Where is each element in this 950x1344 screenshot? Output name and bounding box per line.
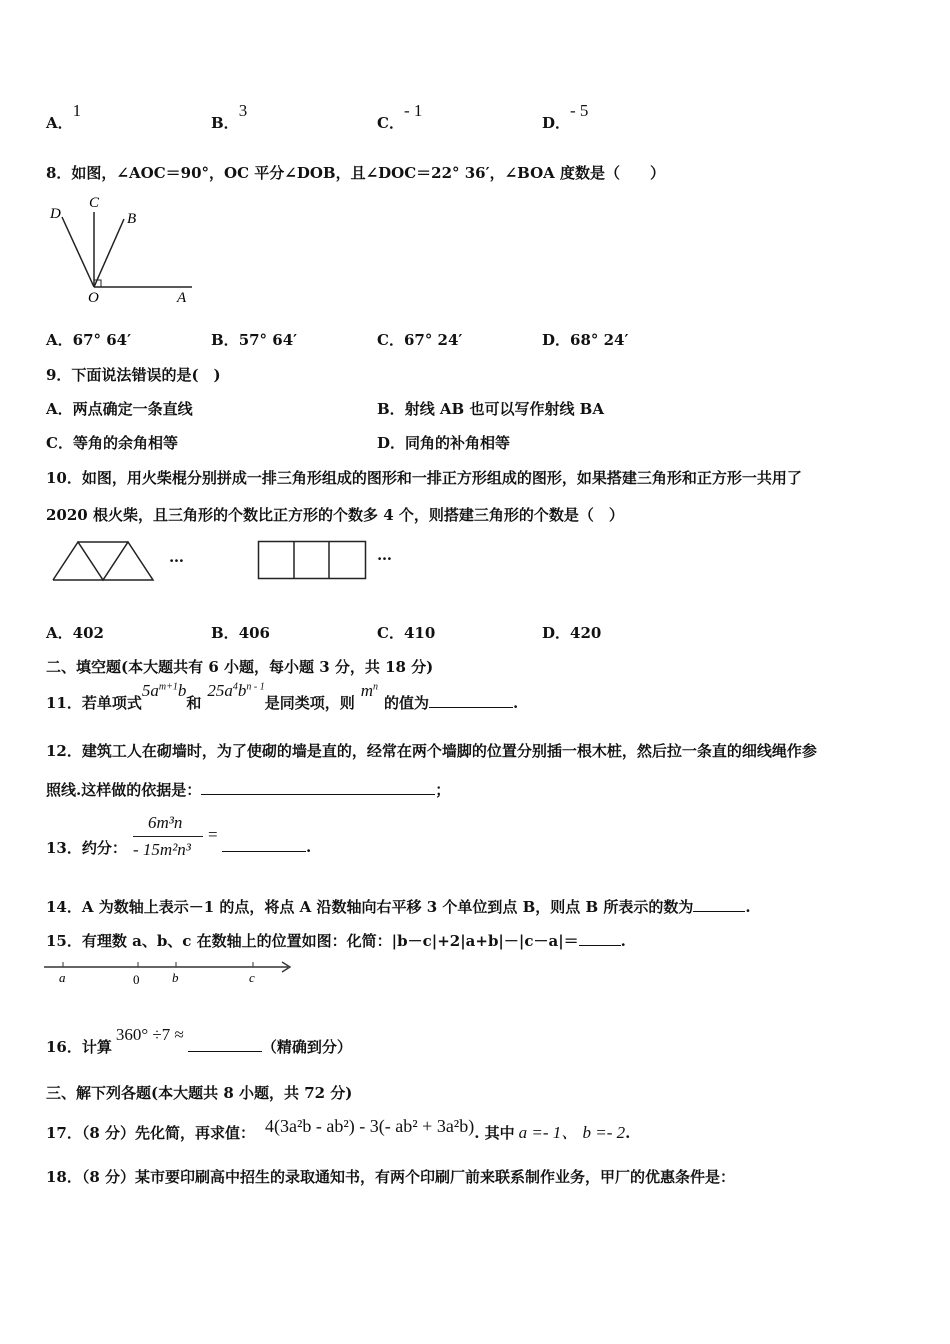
option-value: 420 — [570, 624, 602, 642]
option-label: A． — [46, 331, 73, 349]
q11-mid2: 是同类项，则 — [264, 694, 355, 712]
q10-option-b — [211, 622, 270, 643]
q11-term2-b: b — [237, 681, 247, 700]
q8-option-c — [377, 329, 462, 350]
label-a: A — [177, 290, 187, 306]
option-value: 1 — [72, 101, 82, 120]
q15-end: . — [620, 932, 626, 950]
option-label: B． — [211, 624, 239, 642]
q10-option-a — [46, 622, 104, 643]
q11-term2 — [207, 681, 264, 700]
q13-denominator: - 15m²n³ — [133, 840, 191, 859]
q8-angle-figure — [44, 192, 204, 310]
option-value: 同角的补角相等 — [405, 434, 511, 452]
q11-prefix: 11．若单项式 — [46, 694, 142, 712]
q7-option-d — [542, 101, 589, 133]
q8-option-b — [211, 329, 297, 350]
option-label: C． — [377, 114, 404, 132]
ray-od — [62, 217, 94, 287]
q12-line1: 12．建筑工人在砌墙时，为了使砌的墙是直的，经常在两个墙脚的位置分别插一根木桩，然后拉一条直的细线绳作参 — [46, 742, 817, 760]
q7-option-c — [377, 101, 423, 133]
q10-stem-line1: 10．如图，用火柴棍分别拼成一排三角形组成的图形和一排正方形组成的图形，如果搭建三角形和正方形一共用了 — [46, 469, 802, 487]
label-b: B — [127, 211, 137, 227]
section-3-heading: 三、解下列各题(本大题共 8 小题，共 72 分) — [46, 1084, 353, 1102]
q17-end: . — [625, 1124, 631, 1142]
q15-answer-blank[interactable] — [579, 931, 621, 946]
ray-ob — [94, 219, 124, 287]
q14-end: . — [745, 898, 751, 916]
q17 — [46, 1118, 630, 1143]
q17-prefix: 17．（8 分）先化简，再求值： — [46, 1124, 256, 1142]
q13-prefix: 13．约分： — [46, 839, 127, 857]
option-label: B． — [377, 400, 405, 418]
q16 — [46, 1025, 352, 1057]
q11-term1-sup: m+1 — [158, 681, 178, 693]
option-label: A． — [46, 114, 73, 132]
q10-stem-line2: 2020 根火柴，且三角形的个数比正方形的个数多 4 个，则搭建三角形的个数是（ ） — [46, 506, 624, 524]
option-value: 68° 24′ — [570, 331, 629, 349]
q11-term3 — [361, 681, 378, 700]
option-value: 等角的余角相等 — [72, 434, 178, 452]
q13-answer-blank[interactable] — [222, 837, 306, 852]
axis-label-a: a — [59, 970, 66, 985]
q17-mid: . 其中 — [474, 1124, 515, 1142]
q11-term1-base: 5a — [141, 681, 159, 700]
q16-expression: 360° ÷7 ≈ — [115, 1025, 184, 1044]
q12-line2 — [46, 779, 450, 800]
q17-expression: 4(3a²b - ab²) - 3(- ab² + 3a²b) — [265, 1116, 475, 1136]
q15 — [46, 930, 626, 951]
q8-option-d — [542, 329, 628, 350]
option-label: C． — [46, 434, 73, 452]
option-label: D． — [542, 331, 571, 349]
q11-answer-blank[interactable] — [429, 693, 513, 708]
option-label: D． — [377, 434, 406, 452]
q13-numerator: 6m³n — [148, 813, 183, 832]
q9-option-a — [46, 398, 193, 419]
q10-triangle-ellipsis: … — [169, 548, 184, 566]
q11-term3-base: m — [360, 681, 374, 700]
q9-stem: 9．下面说法错误的是( ) — [46, 366, 221, 384]
q11-suffix: 的值为 — [384, 694, 430, 712]
option-value: 402 — [72, 624, 104, 642]
q10-option-c — [377, 622, 435, 643]
q14 — [46, 896, 751, 917]
option-value: 67° 24′ — [403, 331, 463, 349]
option-label: B． — [211, 114, 239, 132]
option-value: 57° 64′ — [238, 331, 298, 349]
q16-prefix: 16．计算 — [46, 1038, 112, 1056]
q16-suffix: （精确到分） — [261, 1038, 352, 1056]
axis-label-c: c — [249, 970, 255, 985]
option-label: A． — [46, 400, 73, 418]
q13-equals: = — [208, 825, 218, 844]
q13-fraction-bar — [133, 836, 203, 837]
q10-square-figure — [257, 540, 369, 582]
q11 — [46, 681, 519, 713]
option-label: D． — [542, 114, 571, 132]
q10-option-d — [542, 622, 601, 643]
q11-term1 — [142, 681, 186, 700]
option-value: 67° 64′ — [72, 331, 132, 349]
axis-label-0: 0 — [133, 972, 140, 987]
q15-number-line — [44, 958, 296, 988]
q14-text: 14．A 为数轴上表示－1 的点，将点 A 沿数轴向右平移 3 个单位到点 B，则点 B 所表示的数为 — [46, 898, 694, 916]
option-label: C． — [377, 624, 404, 642]
section-2-heading: 二、填空题(本大题共有 6 小题，每小题 3 分，共 18 分) — [46, 658, 434, 676]
q7-option-b — [211, 101, 248, 133]
option-value: - 1 — [403, 101, 423, 120]
option-value: 406 — [238, 624, 270, 642]
q11-term1-tail: b — [177, 681, 187, 700]
q12-line2-text: 照线.这样做的依据是： — [46, 781, 202, 799]
axis-label-b: b — [172, 970, 179, 985]
q8-stem: 8．如图，∠AOC＝90°，OC 平分∠DOB，且∠DOC＝22° 36′，∠BOA 度数是（ ） — [46, 164, 666, 182]
option-label: C． — [377, 331, 404, 349]
q11-term2-base: 25a — [207, 681, 233, 700]
option-value: 3 — [238, 101, 248, 120]
label-d: D — [50, 206, 61, 222]
q9-option-d — [377, 432, 510, 453]
q9-option-b — [377, 398, 604, 419]
q11-mid: 和 — [186, 694, 202, 712]
q11-term2-sup2: n - 1 — [246, 681, 265, 693]
q10-triangle-figure — [50, 538, 170, 586]
option-label: B． — [211, 331, 239, 349]
q15-text: 15．有理数 a、b、c 在数轴上的位置如图：化简：|b－c|+2|a+b|－|c－a|＝ — [46, 932, 579, 950]
q16-answer-blank[interactable] — [188, 1037, 262, 1052]
q11-term3-sup: n — [373, 681, 379, 693]
option-value: 410 — [403, 624, 436, 642]
q9-option-c — [46, 432, 178, 453]
q8-option-a — [46, 329, 131, 350]
option-value: - 5 — [570, 101, 589, 120]
q10-square-ellipsis: … — [377, 546, 392, 564]
label-o: O — [88, 290, 99, 306]
q13-answer — [222, 837, 311, 856]
q11-end: . — [513, 694, 519, 712]
q18-text: 18．（8 分）某市要印刷高中招生的录取通知书，有两个印刷厂前来联系制作业务，甲厂的优惠条件是： — [46, 1168, 736, 1186]
q12-end: ； — [435, 781, 451, 799]
option-label: A． — [46, 624, 73, 642]
q17-condition: a =- 1、 b =- 2 — [518, 1123, 626, 1142]
option-value: 射线 AB 也可以写作射线 BA — [404, 400, 604, 418]
q7-option-a — [46, 101, 82, 133]
q11-term2-sup1: 4 — [232, 681, 238, 693]
option-label: D． — [542, 624, 571, 642]
q12-answer-blank[interactable] — [201, 780, 435, 795]
q14-answer-blank[interactable] — [693, 897, 745, 912]
q13-end: . — [306, 838, 312, 856]
label-c: C — [89, 195, 100, 211]
option-value: 两点确定一条直线 — [72, 400, 193, 418]
